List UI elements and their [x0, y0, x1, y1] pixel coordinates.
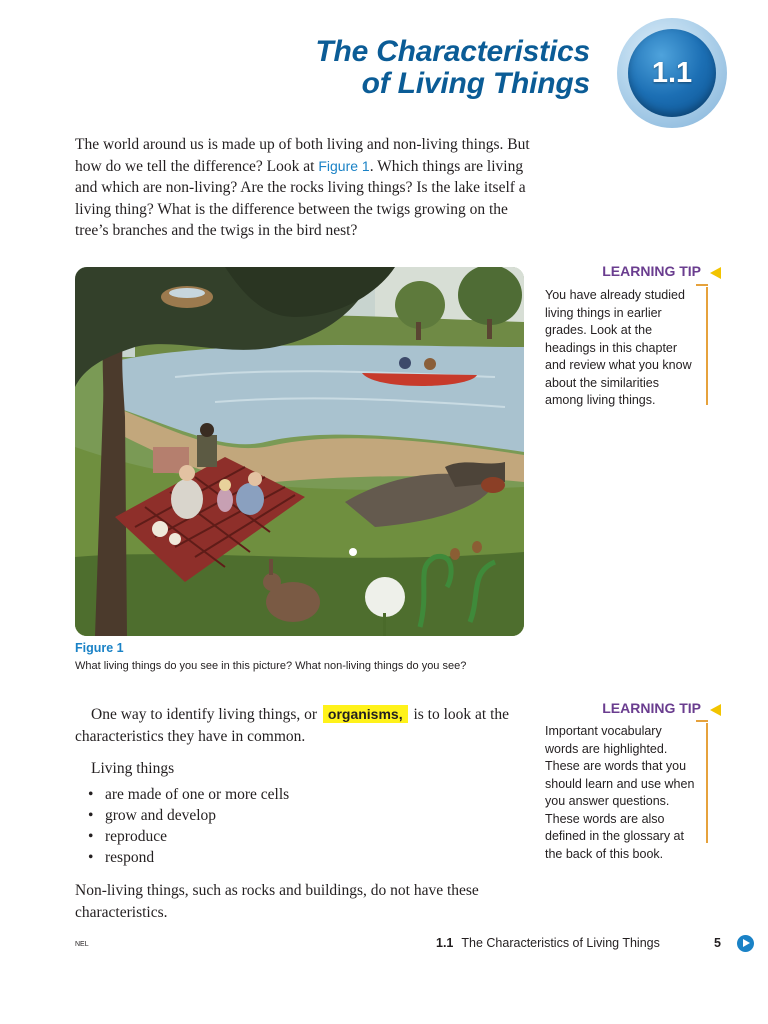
footer-section-title: The Characteristics of Living Things — [461, 936, 660, 950]
figure-reference-link[interactable]: Figure 1 — [318, 157, 370, 174]
list-item: • grow and develop — [88, 805, 289, 826]
picnic-lake-scene — [75, 267, 524, 636]
badge-disc — [628, 29, 716, 117]
badge-number: 1.1 — [651, 56, 693, 89]
figure-caption: What living things do you see in this picture? What non-living things do you see? — [75, 660, 467, 672]
learning-tip-1-heading — [545, 263, 725, 279]
intro-text-after: . Which things are living and which are non-living? Are the rocks living things? Is the lake itself a living thing? What is the difference between the twigs growing on the tree’s branches and the twigs in the bird nest? — [75, 157, 526, 239]
section-title — [230, 36, 590, 100]
arrow-left-icon — [710, 704, 721, 716]
section-number-badge — [617, 18, 727, 128]
characteristics-list — [88, 784, 289, 868]
vocabulary-highlight-organisms[interactable]: organisms, — [323, 705, 408, 723]
organisms-paragraph — [75, 704, 530, 747]
arrow-left-icon — [710, 267, 721, 279]
list-item: • are made of one or more cells — [88, 784, 289, 805]
learning-tip-1-title: LEARNING TIP — [602, 263, 701, 279]
next-page-arrow-icon[interactable] — [737, 935, 754, 952]
publisher-mark: NEL — [75, 941, 89, 948]
living-things-intro: Living things — [91, 760, 175, 777]
figure-label: Figure 1 — [75, 641, 124, 655]
list-item: • respond — [88, 847, 289, 868]
learning-tip-2-heading — [545, 700, 725, 716]
para2-text-after: is to look at the characteristics they have in common. — [75, 706, 510, 745]
footer-section-number: 1.1 — [436, 936, 454, 950]
non-living-paragraph: Non-living things, such as rocks and buildings, do not have these characteristics. — [75, 882, 479, 921]
figure-1-illustration — [75, 267, 524, 636]
title-line-2: of Living Things — [361, 67, 590, 100]
learning-tip-1-text: You have already studied living things in earlier grades. Look at the headings in this chapter and review what you know about the similarities among living things. — [545, 287, 708, 405]
footer-running-title — [436, 936, 660, 950]
para2-text-before: One way to identify living things, or — [91, 706, 321, 723]
intro-text-before: The world around us is made up of both living and non-living things. But how do we tell the difference? Look at — [75, 136, 530, 175]
intro-paragraph — [75, 134, 530, 242]
page-number: 5 — [714, 936, 721, 950]
learning-tip-2-text: Important vocabulary words are highlighted. These are words that you should learn and use when you answer questions. These words are also defined in the glossary at the back of this book. — [545, 723, 708, 843]
title-line-1: The Characteristics — [315, 35, 590, 68]
learning-tip-2-title: LEARNING TIP — [602, 700, 701, 716]
list-item: • reproduce — [88, 826, 289, 847]
